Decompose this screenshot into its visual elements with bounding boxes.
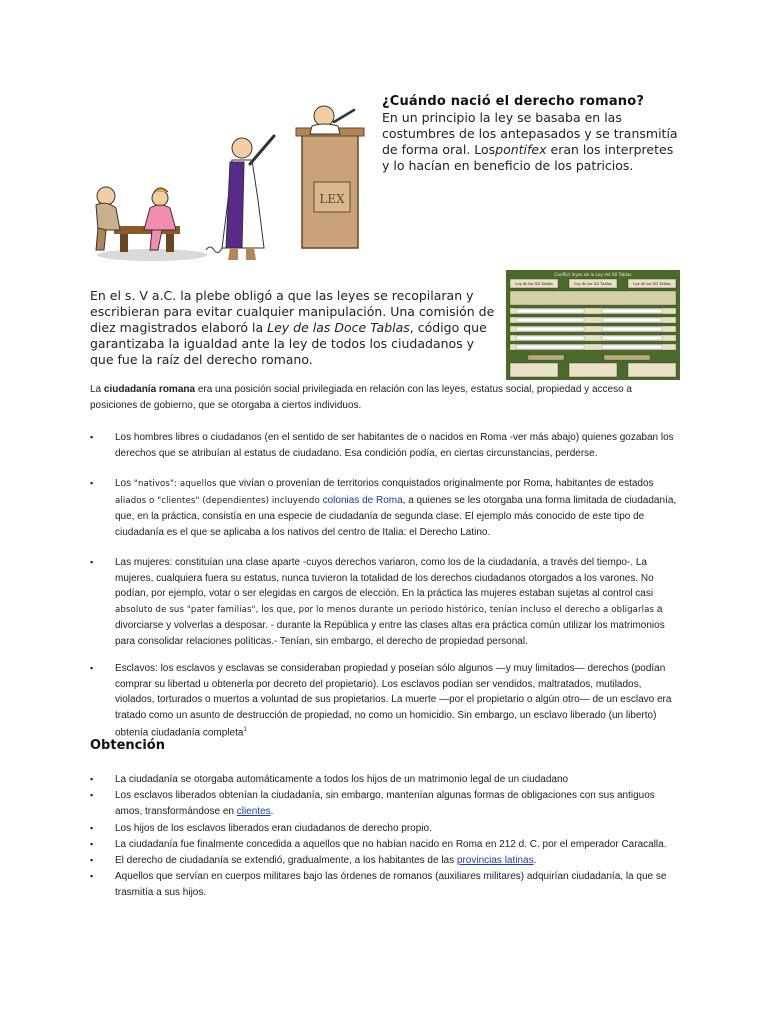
thumb-tab-3: Ley de las XII Tablas	[633, 282, 671, 286]
thumb-header: Conflict leyes de la Ley del XII Tablas	[554, 272, 632, 277]
list-item	[90, 788, 682, 819]
bullet-text	[115, 853, 682, 869]
intro-section	[382, 94, 682, 174]
bullet-text	[115, 788, 682, 819]
colonias-link[interactable]: colonias de Roma	[322, 494, 403, 506]
list-item	[90, 853, 682, 869]
intro-text-2: eran los interpretes y lo hacían en beneficio de los patricios.	[382, 142, 674, 173]
bullet-mark: ▪	[90, 774, 94, 784]
intro-italic: pontifex	[495, 142, 547, 157]
ciudadania-pre: La	[90, 384, 104, 395]
bullet-text-part: .	[270, 805, 274, 817]
footnote-marker: 1	[243, 727, 247, 733]
bullet-text-part: Los	[115, 478, 134, 489]
bullet-text	[115, 661, 682, 741]
ciudadania-post: era una posición social privilegiada en relación con las leyes, estatus social, propiedad y acceso a posiciones de gobierno, que se otorgaba a ciertos individuos.	[90, 384, 632, 411]
doce-text-2: , código que garantizaba la igualdad ante la ley de todos los ciudadanos y que fue la raíz del derecho romano.	[90, 320, 487, 367]
bullet-mark: ▪	[90, 790, 94, 800]
doce-tablas-paragraph	[90, 288, 500, 368]
bullet-text-part: absoluto de sus "pater familias", los que, por lo menos durante un periodo histórico, tenían incluso el derecho a obligarlas	[115, 604, 655, 615]
intro-title: ¿Cuándo nació el derecho romano?	[382, 94, 645, 109]
doce-text-1: En el s. V a.C. la plebe obligó a que las leyes se recopilaran y escribieran para evitar cualquier manipulación. Una comisión de diez magistrados elaboró la	[90, 288, 495, 335]
roman-lex-illustration	[92, 100, 368, 268]
bullet-text: Aquellos que servían en cuerpos militares bajo las órdenes de romanos (auxiliares militares) adquirían ciudadanía, la que se trasmitía a sus hijos.	[115, 871, 667, 898]
doce-italic: Ley de las Doce Tablas	[267, 320, 410, 335]
bullet-mark: ▪	[90, 823, 94, 833]
provincias-latinas-link[interactable]: provincias latinas	[456, 855, 534, 866]
list-item	[90, 430, 682, 461]
bullet-text: La ciudadanía fue finalmente concedida a aquellos que no habían nacido en Roma en 212 d. C. por el emperador Caracalla.	[115, 839, 667, 850]
list-item	[90, 869, 682, 900]
list-item	[90, 821, 682, 837]
lex-label: LEX	[319, 192, 345, 206]
thumb-tab-2: Ley de las XII Tablas	[574, 282, 612, 286]
bullet-text: Los hombres libres o ciudadanos (en el sentido de ser habitantes de o nacidos en Roma -ver más abajo) quienes gozaban los derechos que se atribuían al estatus de ciudadano. Esa condición podía, en ciertas circunstancias, perderse.	[115, 432, 674, 459]
bullet-mark: ▪	[90, 839, 94, 849]
bullet-mark: ▪	[90, 432, 94, 442]
bullet-text-part: , a quienes se les otorgaba una forma limitada de ciudadanía, que, en la práctica, consistía en una especie de ciudadanía de segunda clase. El ejemplo más conocido de este tipo de ciudadanía es el que se aplicaba a los nativos del centro de Italia: el Derecho Latino.	[115, 494, 677, 538]
bullet-text-part: Las mujeres: constituían una clase aparte -cuyos derechos variaron, como los de la ciudadanía, a través del tiempo-. La mujeres, cualquiera fuera su estatus, nunca tuvieron la totalidad de los derechos ciudadanos otorgados a los varones. No podían, por ejemplo, votar o ser elegidas en cargos de elección. En la práctica las mujeres estaban sujetas al control casi	[115, 557, 654, 599]
ciudadania-paragraph	[90, 382, 680, 413]
intro-body	[382, 110, 682, 174]
bullet-text-part: aliados o "clientes" (dependientes) incluyendo	[115, 495, 320, 506]
bullet-text-part: "nativos": aquellos	[133, 479, 217, 489]
bullet-text-part: El derecho de ciudadanía se extendió, gradualmente, a los habitantes de las	[115, 855, 457, 866]
bullet-text	[115, 555, 682, 649]
list-item	[90, 555, 682, 649]
clientes-link[interactable]: clientes	[236, 805, 271, 817]
bullet-mark: ▪	[90, 478, 94, 488]
ley-xii-tablas-thumbnail	[506, 270, 680, 380]
bullet-text: La ciudadanía se otorgaba automáticamente a todos los hijos de un matrimonio legal de un ciudadano	[115, 774, 569, 785]
bullet-text: Los hijos de los esclavos liberados eran ciudadanos de derecho propio.	[115, 823, 432, 834]
list-item	[90, 661, 682, 741]
intro-text-1: En un principio la ley se basaba en las costumbres de los antepasados y se transmitía de forma oral. Los	[382, 110, 678, 157]
bullet-mark: ▪	[90, 663, 94, 673]
list-item	[90, 772, 682, 788]
bullet-mark: ▪	[90, 855, 94, 865]
bullet-text-part: a divorciarse y volverlas a desposar. - durante la República y entre las clases altas era práctica común utilizar los matrimonios para consolidar relaciones políticas.- Tenían, sin embargo, el derecho de propiedad personal.	[115, 603, 665, 647]
bullet-mark: ▪	[90, 871, 94, 881]
list-item	[90, 476, 682, 540]
thumb-tab-1: Ley de las XII Tablas	[515, 282, 553, 286]
ciudadania-bold: ciudadanía romana	[103, 384, 196, 395]
bullet-text-part: .	[533, 855, 537, 866]
obtencion-heading: Obtención	[90, 738, 165, 753]
bullet-text-part: Esclavos: los esclavos y esclavas se consideraban propiedad y poseían sólo algunos —y muy limitados— derechos (podían comprar su libertad u obtenerla por decreto del propietario). Los esclavos podían ser vendidos, maltratados, mutilados, violados, torturados o muertos a voluntad de sus propietarios. La muerte —por el propietario o algún otro— de un esclavo era tratado como un asunto de destrucción de propiedad, no como un homicidio. Sin embargo, un esclavo liberado (un liberto) obtenía ciudadanía completa	[115, 663, 672, 739]
bullet-mark: ▪	[90, 557, 94, 567]
bullet-text-part: Los esclavos liberados obtenían la ciudadanía, sin embargo, mantenían algunas formas de obligaciones con sus antiguos amos, transformándose en	[115, 790, 655, 817]
bullet-text	[115, 476, 682, 540]
list-item	[90, 837, 682, 853]
bullet-text-part: que vivían o provenían de territorios conquistados originalmente por Roma, habitantes de estados	[216, 478, 654, 489]
